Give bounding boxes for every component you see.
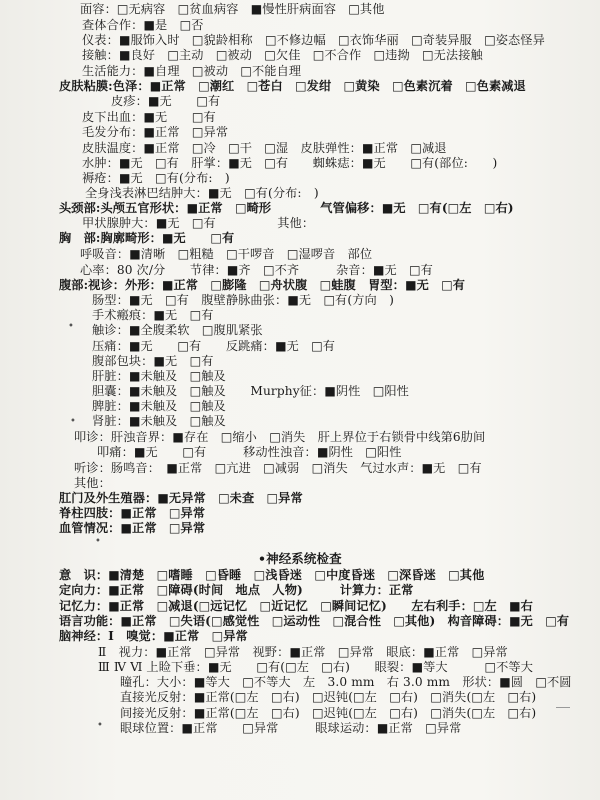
vision-line: Ⅱ 视力：■正常 □异常 视野：■正常 □异常 眼底：■正常 □异常 <box>98 645 508 659</box>
pupil-line: 瞳孔：大小：■等大 □不等大 左 3.0 mm 右 3.0 mm 形状：■圆 □不圆 <box>120 675 572 689</box>
consciousness-line: 意 识：■清楚 □嗜睡 □昏睡 □浅昏迷 □中度昏迷 □深昏迷 □其他 <box>59 568 485 582</box>
kidney-line: 肾脏：■未触及 □触及 <box>92 414 226 428</box>
exam-cooperation-line: 查体合作：■是 □否 <box>82 18 204 32</box>
eyelid-line: Ⅲ Ⅳ Ⅵ 上睑下垂：■无 □有(□左 □右) 眼裂：■等大 □不等大 <box>98 660 533 674</box>
margin-mark: • <box>97 720 103 731</box>
indirect-light-reflex-line: 间接光反射：■正常(□左 □右) □迟钝(□左 □右) □消失(□左 □右) <box>120 706 537 720</box>
margin-dash <box>556 707 570 708</box>
self-care-line: 生活能力：■自理 □被动 □不能自理 <box>82 64 302 78</box>
hair-distribution-line: 毛发分布：■正常 □异常 <box>82 125 229 139</box>
rash-line: 皮疹：■无 □有 <box>111 94 221 108</box>
other-line: 其他： <box>74 476 111 490</box>
skin-mucosa-color-line: 皮肤粘膜:色泽：■正常 □潮红 □苍白 □发绀 □黄染 □色素沉着 □色素减退 <box>59 79 526 93</box>
thyroid-line: 甲状腺肿大：■无 □有 其他： <box>82 216 315 230</box>
abdominal-mass-line: 腹部包块：■无 □有 <box>92 354 214 368</box>
surgical-scar-line: 手术瘢痕：■无 □有 <box>92 308 214 322</box>
breath-sound-line: 呼吸音：■清晰 □粗糙 □干啰音 □湿啰音 部位 <box>80 247 373 261</box>
palpation-line: 触诊：■全腹柔软 □腹肌紧张 <box>92 323 263 337</box>
edema-line: 水肿：■无 □有 肝掌：■无 □有 蜘蛛痣：■无 □有(部位: ) <box>82 156 498 170</box>
language-line: 语言功能：■正常 □失语(□感觉性 □运动性 □混合性 □其他) 构音障碍：■无 □有 <box>59 614 570 628</box>
bowel-pattern-line: 肠型：■无 □有 腹壁静脉曲张：■无 □有(方向 ) <box>92 293 394 307</box>
heart-rate-line: 心率：80 次/分 节律：■齐 □不齐 杂音：■无 □有 <box>80 263 433 277</box>
orientation-line: 定向力：■正常 □障碍(时间 地点 人物) 计算力：正常 <box>59 583 414 597</box>
spine-limbs-line: 脊柱四肢：■正常 □异常 <box>59 506 206 520</box>
tenderness-line: 压痛：■无 □有 反跳痛：■无 □有 <box>92 339 336 353</box>
chest-line: 胸 部:胸廓畸形：■无 □有 <box>59 231 235 245</box>
head-neck-line: 头颈部:头颅五官形状：■正常 □畸形 气管偏移：■无 □有(□左 □右) <box>59 201 514 215</box>
gallbladder-line: 胆囊：■未触及 □触及 Murphy征：■阴性 □阳性 <box>92 384 409 398</box>
percussion-pain-line: 叩痛：■无 □有 移动性浊音：■阴性 □阳性 <box>97 445 402 459</box>
percussion-line: 叩诊：肝浊音界：■存在 □缩小 □消失 肝上界位于右锁骨中线第6肋间 <box>74 430 486 444</box>
vascular-line: 血管情况：■正常 □异常 <box>59 521 206 535</box>
skin-temperature-line: 皮肤温度：■正常 □冷 □干 □湿 皮肤弹性：■正常 □减退 <box>82 141 447 155</box>
demeanor-line: 仪表：■服饰入时 □貌龄相称 □不修边幅 □衣饰华丽 □奇装异服 □姿态怪异 <box>82 33 545 47</box>
eye-position-line: 眼球位置：■正常 □异常 眼球运动：■正常 □异常 <box>120 721 462 735</box>
bedsore-line: 褥疮：■无 □有(分布: ) <box>82 171 230 185</box>
anus-genitalia-line: 肛门及外生殖器：■无异常 □未查 □异常 <box>59 491 303 505</box>
auscultation-line: 听诊：肠鸣音： ■正常 □亢进 □减弱 □消失 气过水声：■无 □有 <box>74 461 482 475</box>
spleen-line: 脾脏：■未触及 □触及 <box>92 399 226 413</box>
memory-line: 记忆力：■正常 □减退(□远记忆 □近记忆 □瞬间记忆) 左右利手：□左 ■右 <box>59 599 533 613</box>
direct-light-reflex-line: 直接光反射：■正常(□左 □右) □迟钝(□左 □右) □消失(□左 □右) <box>120 690 537 704</box>
lymph-node-line: 全身浅表淋巴结肿大：■无 □有(分布: ) <box>85 186 319 200</box>
face-appearance-line: 面容：□无病容 □贫血病容 ■慢性肝病面容 □其他 <box>80 2 385 16</box>
liver-line: 肝脏：■未触及 □触及 <box>92 369 226 383</box>
abdomen-inspection-line: 腹部:视诊：外形：■正常 □膨隆 □舟状腹 □蛙腹 胃型：■无 □有 <box>59 278 466 292</box>
neuro-section-title: •神经系统检查 <box>258 551 342 566</box>
margin-mark: • <box>95 536 101 547</box>
margin-mark: • <box>70 416 76 427</box>
contact-line: 接触：■良好 □主动 □被动 □欠佳 □不合作 □违拗 □无法接触 <box>82 48 483 62</box>
subcutaneous-bleeding-line: 皮下出血：■无 □有 <box>82 110 216 124</box>
margin-mark: • <box>68 321 74 332</box>
cranial-nerve-line: 脑神经：Ⅰ 嗅觉：■正常 □异常 <box>59 629 248 643</box>
